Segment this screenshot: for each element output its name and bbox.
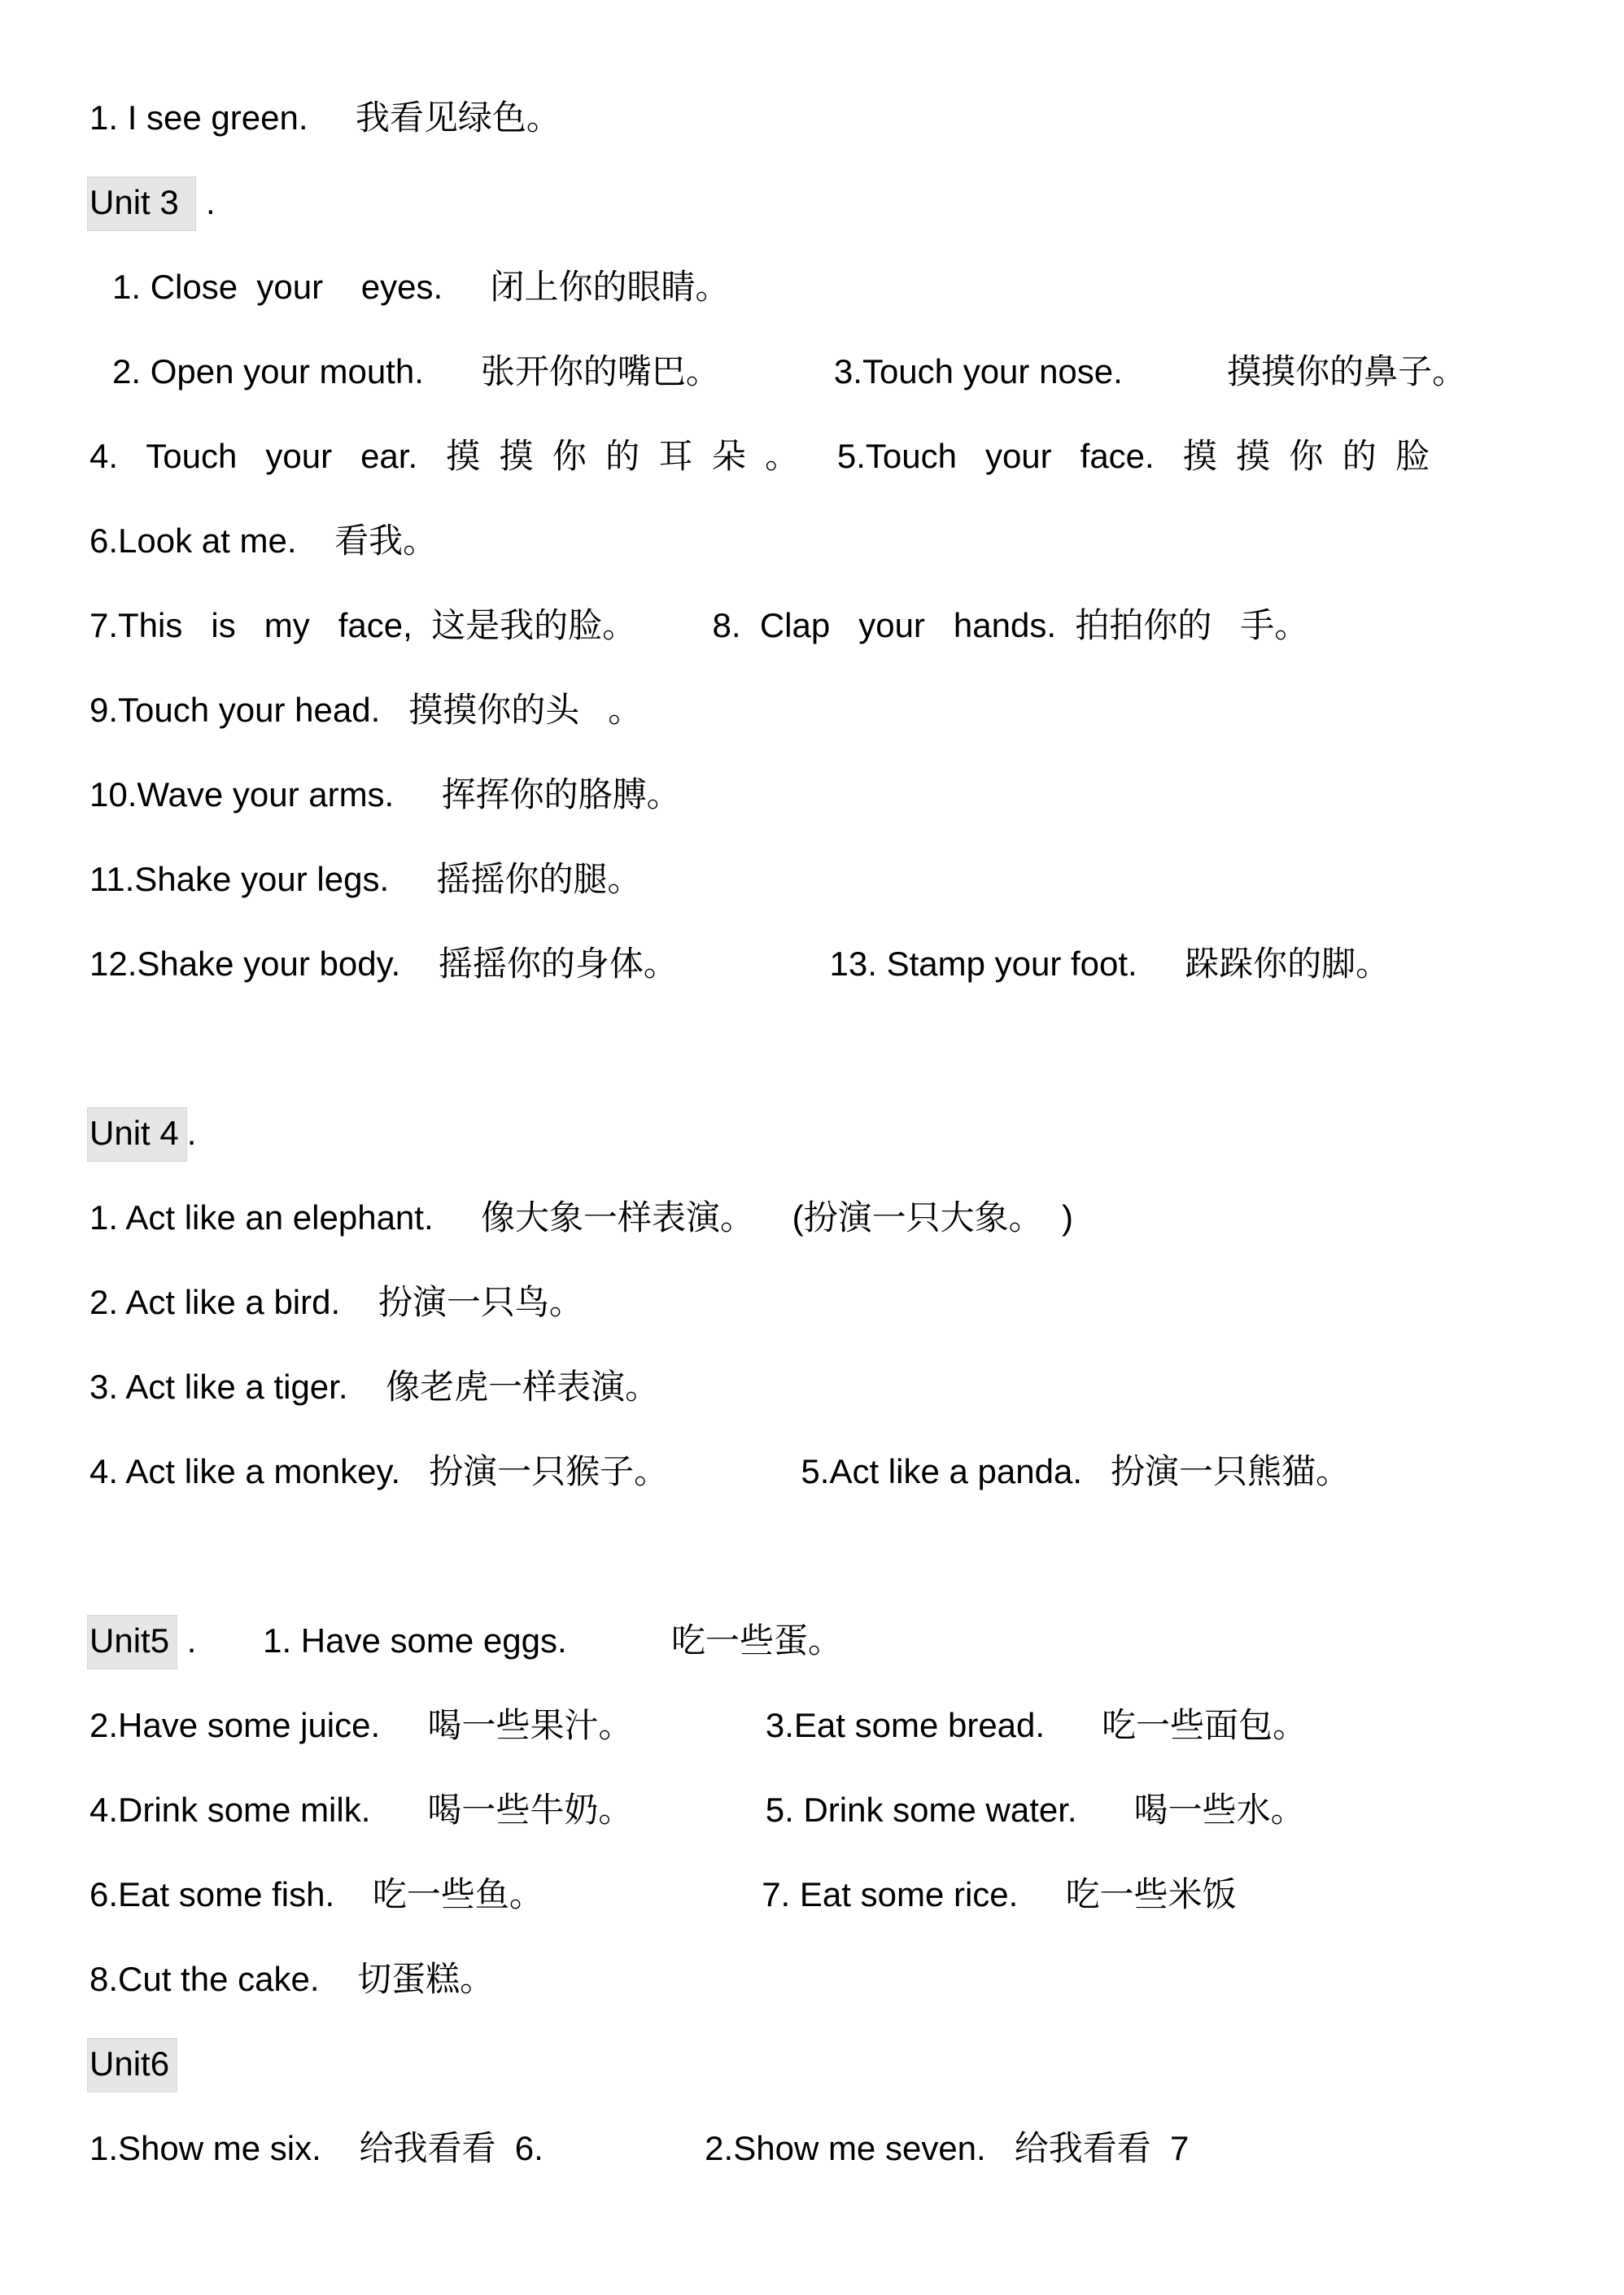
text-line	[89, 1429, 1578, 1514]
text-segment: 8.Cut the cake. 切蛋糕。	[89, 1960, 495, 1998]
text-line	[89, 1260, 1578, 1345]
text-segment: 1. I see green. 我看见绿色。	[89, 98, 561, 137]
text-segment: 6.Eat some fish. 吃一些鱼。 7. Eat some rice. 吃一些米饭	[89, 1875, 1237, 1913]
unit-label-highlight: Unit6	[87, 2038, 177, 2092]
text-segment: 1. Act like an elephant. 像大象一样表演。 (扮演一只大象。 )	[89, 1198, 1073, 1237]
text-line	[89, 499, 1578, 583]
text-segment: 4.Drink some milk. 喝一些牛奶。 5. Drink some water. 喝一些水。	[89, 1791, 1305, 1829]
text-segment: 4. Act like a monkey. 扮演一只猴子。 5.Act like a panda. 扮演一只熊猫。	[89, 1452, 1350, 1490]
text-segment: 6.Look at me. 看我。	[89, 521, 438, 560]
text-segment: . 1. Have some eggs. 吃一些蛋。	[177, 1621, 842, 1660]
unit-heading	[89, 1091, 1578, 1176]
text-segment: 9.Touch your head. 摸摸你的头 。	[89, 691, 643, 729]
text-segment: 11.Shake your legs. 摇摇你的腿。	[89, 860, 642, 898]
text-segment: 2.Have some juice. 喝一些果汁。 3.Eat some bread. 吃一些面包。	[89, 1706, 1307, 1744]
text-segment: .	[186, 1114, 197, 1152]
text-line	[89, 837, 1578, 922]
unit-heading	[89, 2022, 1578, 2106]
text-segment: .	[196, 183, 216, 221]
unit-label-highlight: Unit 4	[87, 1107, 187, 1162]
text-segment: 2. Open your mouth. 张开你的嘴巴。 3.Touch your nose. 摸摸你的鼻子。	[112, 352, 1467, 390]
text-line	[89, 922, 1578, 1006]
text-line	[89, 753, 1578, 837]
text-line	[89, 76, 1578, 160]
text-line	[89, 668, 1578, 753]
unit-label-highlight: Unit 3	[87, 177, 196, 231]
unit-heading	[89, 1599, 1578, 1683]
text-line	[89, 245, 1578, 329]
text-segment: 7.This is my face, 这是我的脸。 8. Clap your hands. 拍拍你的 手。	[89, 606, 1309, 644]
text-line	[89, 1176, 1578, 1260]
blank-line	[89, 1006, 1578, 1091]
text-line	[89, 2106, 1578, 2191]
text-line	[89, 1937, 1578, 2022]
text-line	[89, 583, 1578, 668]
text-segment: 1.Show me six. 给我看看 6. 2.Show me seven. 给我看看 7	[89, 2129, 1190, 2167]
text-line	[89, 1768, 1578, 1852]
text-segment: 12.Shake your body. 摇摇你的身体。 13. Stamp your foot. 跺跺你的脚。	[89, 945, 1390, 983]
blank-line	[89, 1514, 1578, 1599]
text-segment: 10.Wave your arms. 挥挥你的胳膊。	[89, 775, 681, 814]
text-segment: 1. Close your eyes. 闭上你的眼睛。	[112, 268, 730, 306]
unit-label-highlight: Unit5	[87, 1615, 177, 1669]
text-line	[89, 1852, 1578, 1937]
text-segment: 3. Act like a tiger. 像老虎一样表演。	[89, 1368, 660, 1406]
text-segment: 2. Act like a bird. 扮演一只鸟。	[89, 1283, 583, 1321]
text-line	[89, 1345, 1578, 1429]
unit-heading	[89, 160, 1578, 245]
text-segment: 4. Touch your ear. 摸 摸 你 的 耳 朵 。 5.Touch your face. 摸 摸 你 的 脸	[89, 437, 1430, 475]
text-line	[89, 1683, 1578, 1768]
text-line	[89, 414, 1578, 499]
text-line	[89, 329, 1578, 414]
